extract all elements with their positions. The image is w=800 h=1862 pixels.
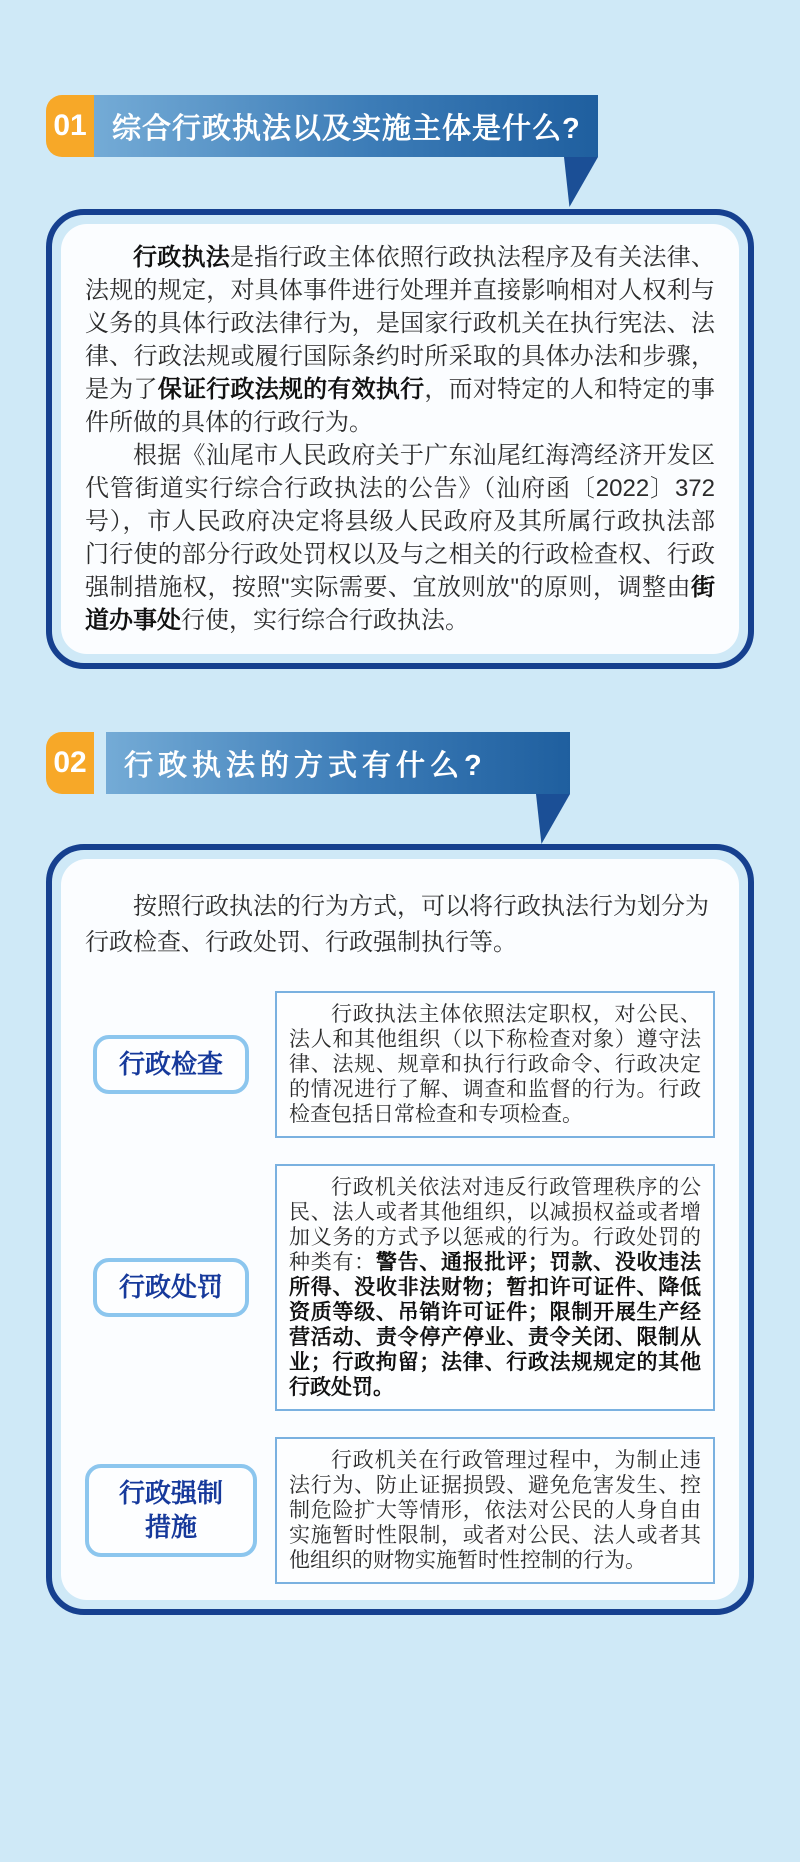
- label-administrative-penalty: 行政处罚: [93, 1258, 249, 1318]
- desc-administrative-inspection: 行政执法主体依照法定职权，对公民、法人和其他组织（以下称检查对象）遵守法律、法规、规章和执行行政命令、行政决定的情况进行了解、调查和监督的行为。行政检查包括日常检查和专项检查。: [275, 991, 715, 1138]
- desc-administrative-penalty: 行政机关依法对违反行政管理秩序的公民、法人或者其他组织，以减损权益或者增加义务的方式予以惩戒的行为。行政处罚的种类有：警告、通报批评；罚款、没收违法所得、没收非法财物；暂扣许可证件、降低资质等级、吊销许可证件；限制开展生产经营活动、责令停产停业、责令关闭、限制从业；行政拘留；法律、行政法规规定的其他行政处罚。: [275, 1164, 715, 1411]
- label-column: [85, 1258, 257, 1318]
- section-01-card: [46, 209, 754, 669]
- header-gap: [94, 732, 106, 794]
- section-01-number-badge: 01: [46, 95, 94, 157]
- section-01-title-banner: [94, 95, 598, 157]
- list-item-penalty: [85, 1164, 715, 1411]
- label-coercive-measures: 行政强制措施: [85, 1464, 257, 1558]
- section-02-title: 行政执法的方式有什么?: [124, 749, 487, 782]
- section-01-header: [46, 95, 754, 157]
- paragraph-definition: 行政执法是指行政主体依照行政执法程序及有关法律、法规的规定，对具体事件进行处理并直接影响相对人权利与义务的具体行政法律行为，是国家行政机关在执行宪法、法律、行政法规或履行国际条约时所采取的具体办法和步骤，是为了保证行政法规的有效执行，而对特定的人和特定的事件所做的具体的行政行为。: [85, 244, 716, 436]
- page-content: [0, 95, 800, 1615]
- list-item-coercive-measures: [85, 1437, 715, 1584]
- section-02-title-banner: [106, 732, 570, 794]
- section-02-number-badge: 02: [46, 732, 94, 794]
- section-02-header: [46, 732, 754, 794]
- label-column: [85, 1035, 257, 1095]
- paragraph-announcement: 根据《汕尾市人民政府关于广东汕尾红海湾经济开发区代管街道实行综合行政执法的公告》（汕府函〔2022〕372号），市人民政府决定将县级人民政府及其所属行政执法部门行使的部分行政处罚权以及与之相关的行政检查权、行政强制措施权，按照"实际需要、宜放则放"的原则，调整由街道办事处行使，实行综合行政执法。: [85, 442, 715, 634]
- section-02-card: [46, 844, 754, 1615]
- desc-coercive-measures: 行政机关在行政管理过程中，为制止违法行为、防止证据损毁、避免危害发生、控制危险扩大等情形，依法对公民的人身自由实施暂时性限制，或者对公民、法人或者其他组织的财物实施暂时性控制的行为。: [275, 1437, 715, 1584]
- paragraph-intro: 按照行政执法的行为方式，可以将行政执法行为划分为行政检查、行政处罚、行政强制执行等。: [85, 893, 709, 956]
- speech-tail-icon: [536, 794, 570, 844]
- section-01-card-body: [61, 224, 739, 654]
- section-01-title: 综合行政执法以及实施主体是什么?: [112, 112, 581, 145]
- list-item-inspection: [85, 991, 715, 1138]
- enforcement-type-list: [85, 991, 715, 1584]
- label-column: [85, 1464, 257, 1558]
- speech-tail-icon: [564, 157, 598, 207]
- section-02-card-body: [61, 859, 739, 1600]
- label-administrative-inspection: 行政检查: [93, 1035, 249, 1095]
